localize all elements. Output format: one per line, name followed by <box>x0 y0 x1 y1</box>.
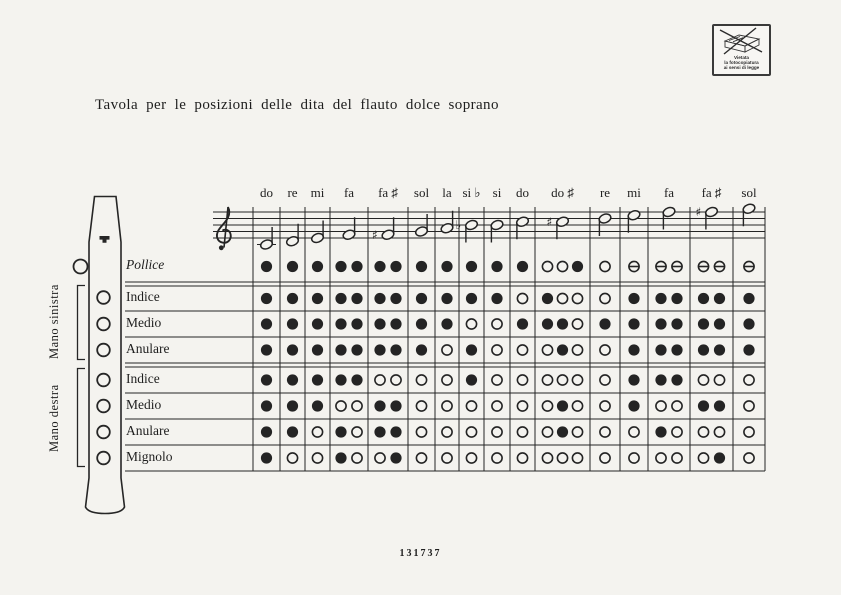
hole-covered <box>491 293 502 304</box>
hole-open <box>375 375 385 385</box>
hole-open <box>698 453 708 463</box>
row-label-medio-right: Medio <box>126 396 162 412</box>
row-label-indice-left: Indice <box>126 289 160 304</box>
note-label-sol: sol <box>741 185 757 200</box>
hole-open <box>312 453 322 463</box>
hole-open <box>312 427 322 437</box>
hole-open <box>492 401 502 411</box>
hole-covered <box>261 344 272 355</box>
hole-covered <box>390 400 401 411</box>
hole-open <box>352 427 362 437</box>
hole-open <box>656 401 666 411</box>
hole-covered <box>351 374 362 385</box>
hole-open <box>442 453 452 463</box>
hole-covered <box>390 426 401 437</box>
note-label-fa: fa <box>343 185 355 200</box>
hole-open <box>600 261 610 271</box>
hole-covered <box>335 293 346 304</box>
hole-open <box>492 375 502 385</box>
hole-open <box>416 453 426 463</box>
hole-open <box>572 293 582 303</box>
plate-number: 131737 <box>399 548 442 559</box>
hole-covered <box>655 426 666 437</box>
hole-covered <box>287 400 298 411</box>
hole-covered <box>261 293 272 304</box>
hole-covered <box>335 318 346 329</box>
hole-open <box>416 427 426 437</box>
note-label-la: la <box>442 185 452 200</box>
hole-open <box>492 319 502 329</box>
hole-covered <box>714 293 725 304</box>
hole-covered <box>655 293 666 304</box>
hole-open <box>542 453 552 463</box>
hole-open <box>466 401 476 411</box>
hole-covered <box>517 261 528 272</box>
page-title: Tavola per le posizioni delle dita del flauto dolce soprano <box>95 97 499 113</box>
hole-covered <box>698 293 709 304</box>
hole-covered <box>628 318 639 329</box>
hole-covered <box>335 344 346 355</box>
hole-open <box>557 375 567 385</box>
row-label-medio-left: Medio <box>126 314 162 330</box>
hole-covered <box>287 318 298 329</box>
hole-covered <box>542 318 553 329</box>
hole-covered <box>261 261 272 272</box>
note-accidental: ♯ <box>372 227 378 242</box>
hole-covered <box>491 261 502 272</box>
note-label-do: do <box>516 185 529 200</box>
hole-open <box>600 293 610 303</box>
hole-covered <box>390 344 401 355</box>
hole-covered <box>312 318 323 329</box>
row-label-pollice: Pollice <box>126 257 165 272</box>
hole-covered <box>374 293 385 304</box>
hole-open <box>442 345 452 355</box>
hole-open <box>600 401 610 411</box>
hole-covered <box>287 261 298 272</box>
hole-covered <box>743 344 754 355</box>
hole-open <box>517 375 527 385</box>
hole-covered <box>441 293 452 304</box>
hole-covered <box>416 318 427 329</box>
hole-open <box>600 345 610 355</box>
hole-covered <box>441 261 452 272</box>
hole-open <box>656 453 666 463</box>
right-hand-group-label: Mano destra <box>47 384 61 452</box>
hole-open <box>672 427 682 437</box>
hole-open <box>287 453 297 463</box>
left-hand-group-label: Mano sinistra <box>47 284 61 360</box>
hole-covered <box>714 344 725 355</box>
hole-covered <box>312 261 323 272</box>
note-label-fa-acc: fa ♯ <box>378 185 398 200</box>
note-accidental: ♭ <box>455 218 462 232</box>
hole-open <box>557 453 567 463</box>
hole-covered <box>441 318 452 329</box>
hole-covered <box>628 344 639 355</box>
hole-covered <box>572 261 583 272</box>
hole-covered <box>335 426 346 437</box>
hole-open <box>672 401 682 411</box>
hole-open <box>542 401 552 411</box>
hole-open <box>517 401 527 411</box>
hole-open <box>542 261 552 271</box>
hole-open <box>744 375 754 385</box>
hole-covered <box>628 400 639 411</box>
notes <box>257 203 756 251</box>
hole-covered <box>287 426 298 437</box>
hole-open <box>517 453 527 463</box>
hole-covered <box>557 400 568 411</box>
hole-open <box>542 427 552 437</box>
hole-open <box>629 453 639 463</box>
hole-open <box>442 427 452 437</box>
hole-covered <box>374 426 385 437</box>
hole-open <box>557 293 567 303</box>
hole-open <box>492 453 502 463</box>
hole-open <box>714 427 724 437</box>
staff <box>213 212 765 238</box>
hole-covered <box>557 318 568 329</box>
hole-open <box>572 345 582 355</box>
hole-open <box>466 319 476 329</box>
hole-covered <box>671 318 682 329</box>
hole-open <box>542 345 552 355</box>
row-label-anulare-left: Anulare <box>126 340 170 356</box>
note-label-si: si <box>492 185 502 200</box>
hole-covered <box>374 344 385 355</box>
hole-covered <box>698 344 709 355</box>
hole-covered <box>335 261 346 272</box>
note-label-do: do <box>260 185 273 200</box>
note-accidental: ♯ <box>695 205 702 219</box>
hole-open <box>466 453 476 463</box>
treble-clef-icon <box>217 207 231 250</box>
hole-open <box>744 453 754 463</box>
hole-covered <box>261 452 272 463</box>
hole-covered <box>351 261 362 272</box>
stamp-line: Vietata <box>734 55 749 60</box>
hole-covered <box>261 318 272 329</box>
hole-open <box>672 453 682 463</box>
hole-open <box>572 319 582 329</box>
hole-covered <box>312 293 323 304</box>
hole-covered <box>312 374 323 385</box>
hole-covered <box>261 426 272 437</box>
note-label-do-acc: do ♯ <box>551 185 574 200</box>
hole-open <box>744 401 754 411</box>
hole-covered <box>261 400 272 411</box>
hole-covered <box>599 318 610 329</box>
note-label-re: re <box>287 185 298 200</box>
hole-covered <box>351 344 362 355</box>
hole-open <box>416 375 426 385</box>
hole-open <box>517 345 527 355</box>
hole-open <box>542 375 552 385</box>
note-accidental: ♯ <box>546 214 553 229</box>
hole-covered <box>698 318 709 329</box>
hole-open <box>629 427 639 437</box>
hole-covered <box>628 374 639 385</box>
hole-covered <box>671 374 682 385</box>
hole-covered <box>312 400 323 411</box>
hole-covered <box>416 261 427 272</box>
hole-open <box>466 427 476 437</box>
stamp-line: ai sensi di legge <box>723 65 760 71</box>
hole-covered <box>390 293 401 304</box>
hole-covered <box>466 261 477 272</box>
note-label-fa: fa <box>663 185 675 200</box>
hole-covered <box>655 318 666 329</box>
hole-open <box>352 453 362 463</box>
hole-open <box>744 427 754 437</box>
note-label-sol: sol <box>413 185 430 200</box>
hole-open <box>352 401 362 411</box>
hole-covered <box>466 293 477 304</box>
hole-open <box>492 427 502 437</box>
hole-open <box>572 453 582 463</box>
hole-open <box>557 261 567 271</box>
row-label-indice-right: Indice <box>126 370 160 386</box>
hole-covered <box>261 374 272 385</box>
hole-covered <box>714 452 725 463</box>
row-label-mignolo-right: Mignolo <box>126 448 173 464</box>
note-label-mi: mi <box>310 185 325 200</box>
hole-covered <box>517 318 528 329</box>
hole-covered <box>557 426 568 437</box>
hole-covered <box>390 452 401 463</box>
hole-covered <box>390 261 401 272</box>
note-label-re: re <box>599 185 611 200</box>
stamp-line: la fotocopiatura <box>724 60 759 66</box>
hole-covered <box>335 452 346 463</box>
hole-covered <box>374 318 385 329</box>
hole-covered <box>351 293 362 304</box>
hole-open <box>375 453 385 463</box>
hole-covered <box>655 344 666 355</box>
hole-covered <box>743 293 754 304</box>
hole-open <box>698 375 708 385</box>
hole-covered <box>671 293 682 304</box>
fingering-dots <box>261 261 755 464</box>
hole-open <box>517 293 527 303</box>
hole-covered <box>671 344 682 355</box>
hole-open <box>391 375 401 385</box>
hole-covered <box>743 318 754 329</box>
hole-covered <box>287 293 298 304</box>
hole-covered <box>312 344 323 355</box>
hole-covered <box>655 374 666 385</box>
hole-open <box>600 375 610 385</box>
hole-covered <box>351 318 362 329</box>
hole-open <box>442 401 452 411</box>
hole-open <box>572 375 582 385</box>
hole-covered <box>698 400 709 411</box>
hole-covered <box>287 374 298 385</box>
hole-covered <box>416 344 427 355</box>
note-label-fa-acc: fa ♯ <box>701 185 722 200</box>
hole-covered <box>466 374 477 385</box>
hole-covered <box>628 293 639 304</box>
hole-open <box>517 427 527 437</box>
hole-open <box>492 345 502 355</box>
hole-open <box>600 427 610 437</box>
hole-open <box>336 401 346 411</box>
hole-covered <box>466 344 477 355</box>
hole-open <box>698 427 708 437</box>
hole-covered <box>416 293 427 304</box>
hole-covered <box>557 344 568 355</box>
hole-open <box>600 453 610 463</box>
hole-open <box>572 401 582 411</box>
hole-covered <box>374 400 385 411</box>
hole-open <box>714 375 724 385</box>
hole-covered <box>335 374 346 385</box>
row-label-anulare-right: Anulare <box>126 422 170 438</box>
hole-open <box>416 401 426 411</box>
note-label-si-acc: si ♭ <box>462 185 481 200</box>
hole-covered <box>287 344 298 355</box>
hole-covered <box>714 400 725 411</box>
note-label-mi: mi <box>627 185 641 200</box>
hole-covered <box>390 318 401 329</box>
hole-covered <box>542 293 553 304</box>
hole-covered <box>374 261 385 272</box>
hole-open <box>442 375 452 385</box>
hole-open <box>572 427 582 437</box>
hole-covered <box>714 318 725 329</box>
